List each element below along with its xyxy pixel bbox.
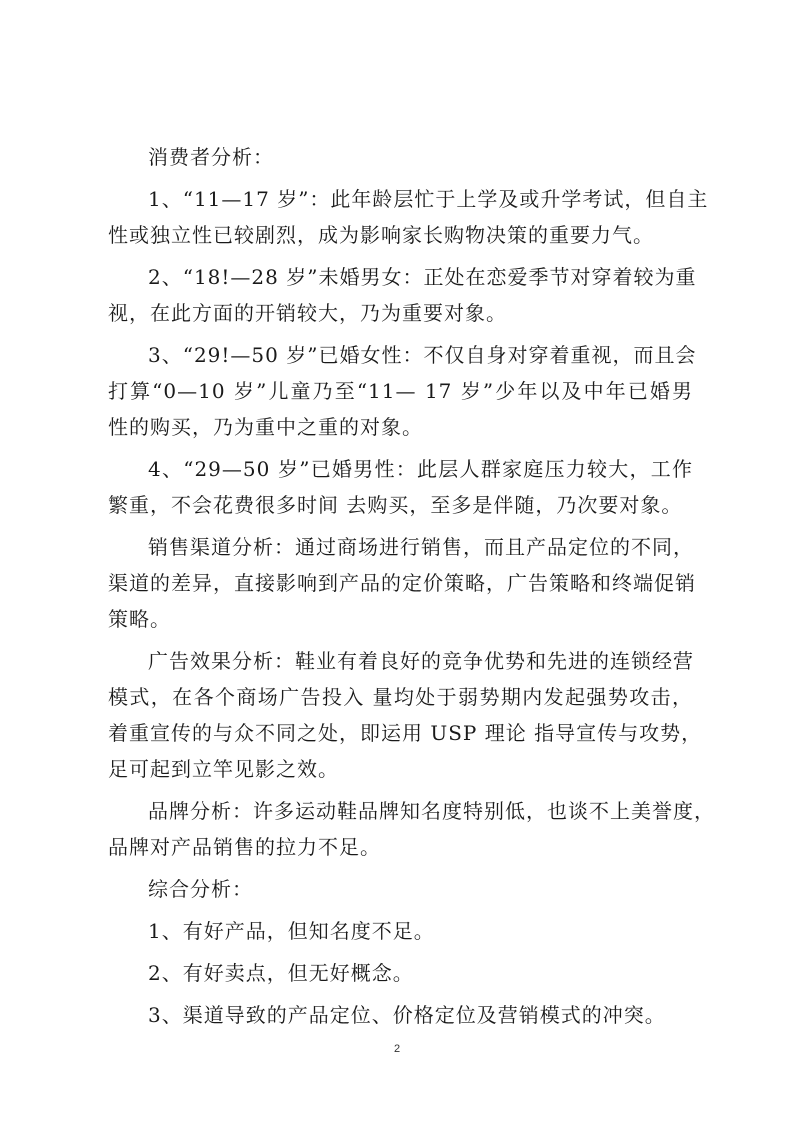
text-line: 2、有好卖点，但无好概念。: [148, 961, 414, 985]
text-line: 性或独立性已较剧烈，成为影响家长购物决策的重要力气。: [108, 223, 654, 247]
text-line: 2、“18!—28 岁”未婚男女：正处在恋爱季节对穿着较为重: [148, 265, 697, 289]
text-line: 3、渠道导致的产品定位、价格定位及营销模式的冲突。: [148, 1003, 666, 1027]
text-line: 消费者分析：: [148, 145, 274, 169]
text-line: 策略。: [108, 607, 171, 631]
text-line: 打算“0—10 岁”儿童乃至“11— 17 岁”少年以及中年已婚男: [108, 379, 693, 403]
paragraph-sales-channel-analysis: [108, 529, 696, 637]
text-line: 品牌分析：许多运动鞋品牌知名度特别低，也谈不上美誉度，: [148, 799, 715, 823]
document-body: [108, 139, 715, 1039]
text-line: 视，在此方面的开销较大，乃为重要对象。: [108, 301, 507, 325]
text-line: 品牌对产品销售的拉力不足。: [108, 835, 381, 859]
paragraph-consumer-analysis-heading: [108, 139, 693, 175]
paragraph-brand-analysis: [108, 793, 715, 865]
paragraph-overall-point-1: [108, 913, 693, 949]
paragraph-overall-point-2: [108, 955, 693, 991]
text-line: 1、“11—17 岁”：此年龄层忙于上学及或升学考试，但自主: [148, 187, 709, 211]
paragraph-consumer-segment-3: [108, 337, 697, 445]
text-line: 销售渠道分析：通过商场进行销售，而且产品定位的不同，: [148, 535, 694, 559]
paragraph-overall-analysis-heading: [108, 871, 693, 907]
text-line: 综合分析：: [148, 877, 253, 901]
paragraph-consumer-segment-4: [108, 451, 693, 523]
text-line: 1、有好产品，但知名度不足。: [148, 919, 435, 943]
text-line: 3、“29!—50 岁”已婚女性：不仅自身对穿着重视，而且会: [148, 343, 697, 367]
text-line: 4、“29—50 岁”已婚男性：此层人群家庭压力较大，工作: [148, 457, 693, 481]
text-line: 性的购买，乃为重中之重的对象。: [108, 415, 423, 439]
text-line: 广告效果分析：鞋业有着良好的竞争优势和先进的连锁经营: [148, 649, 694, 673]
paragraph-advertising-analysis: [108, 643, 703, 787]
text-line: 着重宣传的与众不同之处，即运用 USP 理论 指导宣传与攻势，: [108, 721, 703, 745]
paragraph-consumer-segment-1: [108, 181, 709, 253]
paragraph-consumer-segment-2: [108, 259, 697, 331]
text-line: 渠道的差异，直接影响到产品的定价策略，广告策略和终端促销: [108, 571, 696, 595]
text-line: 繁重，不会花费很多时间 去购买，至多是伴随，乃次要对象。: [108, 493, 683, 517]
text-line: 足可起到立竿见影之效。: [108, 757, 339, 781]
paragraph-overall-point-3: [108, 997, 693, 1033]
text-line: 模式，在各个商场广告投入 量均处于弱势期内发起强势攻击，: [108, 685, 693, 709]
page-number: 2: [393, 1043, 401, 1055]
